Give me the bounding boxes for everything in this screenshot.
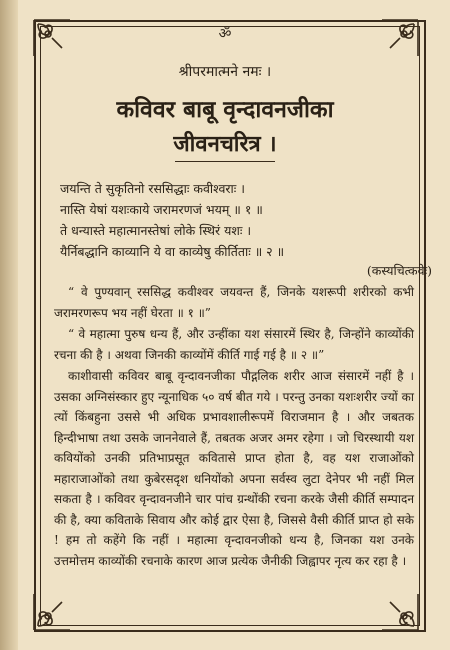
page-subtitle: जीवनचरित्र । bbox=[173, 131, 277, 157]
body-text bbox=[54, 282, 414, 571]
translation-paragraph: “ वे पुण्यवान्‌ रससिद्ध कवीश्वर जयवन्त हैं, जिनके यशरूपी शरीरको कभी जरामरणरूप भय नहीं घेरता ॥ १ ॥” bbox=[54, 285, 414, 320]
title-underline bbox=[175, 161, 275, 162]
page-title: कविवर बाबू वृन्दावनजीका bbox=[116, 96, 334, 123]
sanskrit-verses bbox=[60, 178, 420, 262]
verse-line: यैर्निबद्धानि काव्यानि ये वा काव्येषु कीर्तिताः ॥ २ ॥ bbox=[60, 244, 285, 259]
invocation-text: श्रीपरमात्मने नमः । bbox=[178, 64, 272, 80]
corner-ornament-bottom-left bbox=[30, 590, 74, 634]
verse-attribution: (कस्यचित्कवेः) bbox=[366, 263, 432, 278]
biography-paragraph: काशीवासी कविवर बाबू वृन्दावनजीका पौद्गलिक शरीर आज संसारमें नहीं है । उसका अग्निसंस्कार हुए न्यूनाधिक ५० वर्ष बीत गये । परन्तु उनका यशःशरीर ज्यों का त्यों किंबहुना उससे भी अधिक प्रभावशालीरूपमें विराजमान है । और जबतक हिन्दीभाषा तथा उसके जाननेवाले हैं, तबतक अजर अमर रहेगा । जो चिरस्थायी यश कवियोंको उनकी प्रतिभाप्रसूत कवितासे प्राप्त होता है, वह यश राजाओंको महाराजाओंको तथा कुबेरसदृश धनियोंको अपना सर्वस्व लुटा देनेपर भी नहीं मिल सकता है । कविवर वृन्दावनजीने चार पांच ग्रन्थोंकी रचना करके जैसी कीर्ति सम्पादन की है, क्या कविताके सिवाय और कोई द्वार ऐसा है, जिससे वैसी कीर्ति प्राप्त हो सके ! हम तो कहेंगे कि नहीं । महात्मा वृन्दावनजीको धन्य है, जिनका यश उनके उत्तमोत्तम काव्योंकी रचनाके कारण आज प्रत्येक जैनीकी जिह्वापर नृत्य कर रहा है । bbox=[54, 369, 414, 568]
verse-line: ते धन्यास्ते महात्मानस्तेषां लोके स्थिरं यशः । bbox=[60, 223, 252, 238]
translation-paragraph: “ वे महात्मा पुरुष धन्य हैं, और उन्हींका यश संसारमें स्थिर है, जिन्होंने काव्योंकी रचना की है । अथवा जिनकी काव्योंमें कीर्ति गाई गई है ॥ २ ॥” bbox=[54, 327, 414, 362]
corner-ornament-bottom-right bbox=[378, 590, 422, 634]
verse-line: नास्ति येषां यशःकाये जरामरणजं भयम् ॥ १ ॥ bbox=[60, 202, 263, 217]
verse-line: जयन्ति ते सुकृतिनो रससिद्धाः कवीश्वराः । bbox=[60, 181, 245, 196]
om-symbol: ॐ bbox=[218, 26, 232, 42]
